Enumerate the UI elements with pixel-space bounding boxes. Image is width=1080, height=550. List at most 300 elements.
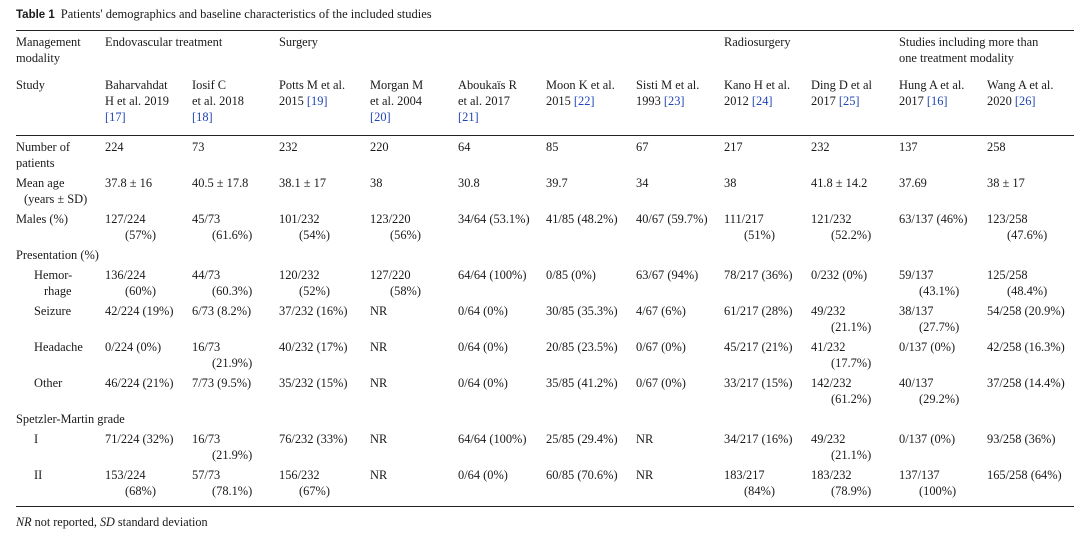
cell-line: (61.6%)	[212, 228, 253, 242]
table-cell	[546, 467, 618, 483]
table-cell	[192, 211, 252, 243]
cell-line: (56%)	[390, 228, 421, 242]
table-cell	[370, 375, 387, 391]
table-cell	[458, 267, 526, 283]
cell-line: 0/64 (0%)	[458, 304, 508, 318]
row-label-line: Mean age	[16, 176, 65, 190]
study-header	[987, 77, 1053, 109]
cell-line: (21.1%)	[831, 448, 872, 462]
cell-line: (52.2%)	[831, 228, 872, 242]
cell-line: 35/232 (15%)	[279, 376, 348, 390]
cell-line: (68%)	[125, 484, 156, 498]
study-ref-link: [21]	[458, 110, 479, 124]
cell-line: 40/137	[899, 376, 934, 390]
study-name-line: et al. 2018	[192, 94, 244, 108]
cell-line: 37/258 (14.4%)	[987, 376, 1065, 390]
table-cell	[987, 467, 1062, 483]
table-cell	[899, 303, 959, 335]
study-name-line: Morgan M	[370, 78, 424, 92]
cell-line: (52%)	[299, 284, 330, 298]
table-cell	[987, 139, 1006, 155]
cell-line: 49/232	[811, 304, 846, 318]
cell-line: 232	[279, 140, 298, 154]
cell-line: (61.2%)	[831, 392, 872, 406]
cell-line: (51%)	[744, 228, 775, 242]
row-label-line: Seizure	[34, 304, 72, 318]
cell-line: 38	[370, 176, 383, 190]
row-label-line: Other	[34, 376, 63, 390]
table-cell	[724, 303, 792, 319]
table-cell	[105, 431, 173, 447]
cell-line: 183/232	[811, 468, 852, 482]
cell-line: 0/67 (0%)	[636, 376, 686, 390]
top-rule	[16, 30, 1074, 31]
table-cell	[279, 303, 347, 319]
row-label	[16, 139, 70, 171]
table-cell	[811, 303, 871, 335]
table-cell	[546, 375, 618, 391]
table-cell	[279, 375, 347, 391]
table-cell	[546, 139, 558, 155]
study-name-line: Ding D et al	[811, 78, 872, 92]
cell-line: 38.1 ± 17	[279, 176, 327, 190]
cell-line: (29.2%)	[919, 392, 960, 406]
table-cell	[279, 467, 330, 499]
row-label-line: Males (%)	[16, 212, 68, 226]
table-cell	[987, 375, 1065, 391]
header-modality-label	[16, 34, 81, 66]
cell-line: 45/73	[192, 212, 221, 226]
study-ref-link: [22]	[573, 94, 595, 108]
cell-line: 64/64 (100%)	[458, 432, 527, 446]
table-cell	[546, 267, 596, 283]
study-ref-line	[724, 93, 790, 109]
table-cell	[192, 375, 251, 391]
table-cell	[899, 339, 955, 355]
cell-line: 63/137 (46%)	[899, 212, 968, 226]
table-cell	[636, 431, 653, 447]
table-caption	[16, 7, 432, 22]
study-year: 2017	[811, 94, 839, 108]
cell-line: 0/64 (0%)	[458, 340, 508, 354]
cell-line: (48.4%)	[1007, 284, 1048, 298]
cell-line: 0/224 (0%)	[105, 340, 162, 354]
table-caption-text: Patients' demographics and baseline characteristics of the included studies	[60, 7, 432, 21]
cell-line: (17.7%)	[831, 356, 872, 370]
cell-line: 63/67 (94%)	[636, 268, 699, 282]
table-cell	[811, 375, 871, 407]
row-label	[16, 175, 87, 207]
table-cell	[546, 211, 618, 227]
study-header	[370, 77, 423, 125]
study-name-line: et al. 2004	[370, 94, 422, 108]
footnote-sd-abbr: SD	[99, 515, 115, 529]
table-cell	[105, 175, 152, 191]
cell-line: 127/224	[105, 212, 146, 226]
row-label	[16, 211, 68, 227]
cell-line: (21.9%)	[212, 448, 253, 462]
cell-line: 20/85 (23.5%)	[546, 340, 618, 354]
cell-line: 137	[899, 140, 918, 154]
cell-line: (27.7%)	[919, 320, 960, 334]
table-cell	[370, 139, 389, 155]
group-multi-modality	[899, 34, 1038, 66]
study-name-line: Baharvahdat	[105, 78, 168, 92]
row-label-line: II	[34, 468, 43, 482]
cell-line: 64	[458, 140, 471, 154]
study-ref-link: [25]	[838, 94, 860, 108]
table-footnote	[16, 515, 208, 530]
cell-line: 93/258 (36%)	[987, 432, 1056, 446]
cell-line: 34	[636, 176, 649, 190]
cell-line: NR	[370, 304, 388, 318]
table-cell	[370, 267, 421, 299]
study-header	[458, 77, 517, 125]
table-cell	[987, 303, 1065, 319]
header-modality-label-line: modality	[16, 51, 61, 65]
study-name-line: Sisti M et al.	[636, 78, 700, 92]
cell-line: 0/67 (0%)	[636, 340, 686, 354]
study-ref-link: [26]	[1014, 94, 1036, 108]
cell-line: 44/73	[192, 268, 221, 282]
table-cell	[811, 211, 871, 243]
table-cell	[987, 339, 1065, 355]
cell-line: (60.3%)	[212, 284, 253, 298]
study-name-line: Wang A et al.	[987, 78, 1054, 92]
table-cell	[105, 139, 124, 155]
study-ref-line	[636, 93, 699, 109]
cell-line: 57/73	[192, 468, 221, 482]
cell-line: 220	[370, 140, 389, 154]
table-cell	[370, 175, 382, 191]
study-name-line: Aboukaïs R	[458, 78, 517, 92]
cell-line: (67%)	[299, 484, 330, 498]
cell-line: 165/258 (64%)	[987, 468, 1062, 482]
cell-line: 46/224 (21%)	[105, 376, 174, 390]
cell-line: (58%)	[390, 284, 421, 298]
cell-line: 4/67 (6%)	[636, 304, 686, 318]
cell-line: 34/64 (53.1%)	[458, 212, 530, 226]
cell-line: 137/137	[899, 468, 940, 482]
cell-line: (84%)	[744, 484, 775, 498]
row-label	[34, 375, 62, 391]
cell-line: 37.8 ± 16	[105, 176, 153, 190]
study-year: 2015	[279, 94, 307, 108]
cell-line: 64/64 (100%)	[458, 268, 527, 282]
table-cell	[279, 431, 347, 447]
table-cell	[458, 467, 508, 483]
table-cell	[458, 211, 530, 227]
cell-line: 59/137	[899, 268, 934, 282]
group-multi-modality-line: one treatment modality	[899, 51, 1014, 65]
cell-line: 34/217 (16%)	[724, 432, 793, 446]
row-label	[34, 267, 72, 299]
cell-line: 16/73	[192, 432, 221, 446]
study-header	[105, 77, 169, 125]
table-cell	[724, 431, 792, 447]
cell-line: 45/217 (21%)	[724, 340, 793, 354]
table-cell	[724, 139, 743, 155]
table-cell	[458, 339, 508, 355]
cell-line: 0/64 (0%)	[458, 468, 508, 482]
cell-line: 0/64 (0%)	[458, 376, 508, 390]
cell-line: 0/85 (0%)	[546, 268, 596, 282]
row-label-line: Hemor-	[34, 268, 73, 282]
study-ref-line	[370, 109, 423, 125]
table-cell	[279, 139, 298, 155]
cell-line: 37.69	[899, 176, 927, 190]
study-name-line: H et al. 2019	[105, 94, 170, 108]
footnote-nr-text: not reported,	[34, 515, 97, 529]
cell-line: 0/137 (0%)	[899, 432, 956, 446]
cell-line: 54/258 (20.9%)	[987, 304, 1065, 318]
row-label	[34, 467, 42, 483]
study-header	[546, 77, 615, 109]
cell-line: 38	[724, 176, 737, 190]
table-cell	[105, 211, 156, 243]
table-cell	[279, 175, 326, 191]
header-modality-label-line: Management	[16, 35, 81, 49]
cell-line: 40/67 (59.7%)	[636, 212, 708, 226]
cell-line: 156/232	[279, 468, 320, 482]
row-label-line: rhage	[44, 284, 72, 298]
study-name-line: Moon K et al.	[546, 78, 615, 92]
table-cell	[370, 467, 387, 483]
table-cell	[636, 139, 648, 155]
study-ref-line	[811, 93, 872, 109]
group-multi-modality-line: Studies including more than	[899, 35, 1039, 49]
table-cell	[192, 267, 252, 299]
table-cell	[899, 175, 927, 191]
study-header	[279, 77, 345, 109]
table-cell	[724, 375, 792, 391]
table-cell	[370, 303, 387, 319]
cell-line: (78.9%)	[831, 484, 872, 498]
cell-line: 101/232	[279, 212, 320, 226]
section-label: Spetzler-Martin grade	[16, 412, 125, 426]
study-ref-link: [24]	[751, 94, 773, 108]
table-cell	[192, 339, 252, 371]
table-cell	[899, 211, 967, 227]
study-ref-link: [18]	[192, 110, 213, 124]
cell-line: 37/232 (16%)	[279, 304, 348, 318]
cell-line: (21.1%)	[831, 320, 872, 334]
table-cell	[105, 467, 156, 499]
table-cell	[724, 339, 792, 355]
table-cell	[458, 431, 526, 447]
table-cell	[987, 431, 1055, 447]
table-cell	[458, 175, 480, 191]
cell-line: 16/73	[192, 340, 221, 354]
cell-line: (47.6%)	[1007, 228, 1048, 242]
cell-line: 127/220	[370, 268, 411, 282]
study-name-line: Iosif C	[192, 78, 227, 92]
study-ref-link: [17]	[105, 110, 126, 124]
table-cell	[636, 211, 708, 227]
cell-line: 38/137	[899, 304, 934, 318]
study-header	[899, 77, 964, 109]
cell-line: NR	[370, 432, 388, 446]
study-ref-link: [19]	[306, 94, 328, 108]
cell-line: 35/85 (41.2%)	[546, 376, 618, 390]
cell-line: NR	[370, 340, 388, 354]
study-header	[724, 77, 790, 109]
study-ref-link: [16]	[926, 94, 948, 108]
table-cell	[105, 267, 156, 299]
footnote-nr-abbr: NR	[16, 515, 32, 529]
study-ref-link: [20]	[370, 110, 391, 124]
study-ref-line	[192, 109, 244, 125]
table-cell	[636, 303, 686, 319]
table-cell	[987, 175, 1025, 191]
study-ref-line	[899, 93, 964, 109]
row-label	[34, 431, 38, 447]
cell-line: 41/232	[811, 340, 846, 354]
cell-line: 6/73 (8.2%)	[192, 304, 252, 318]
table-cell	[987, 267, 1047, 299]
cell-line: 42/224 (19%)	[105, 304, 174, 318]
cell-line: 142/232	[811, 376, 852, 390]
study-name-line: Potts M et al.	[279, 78, 346, 92]
table-cell	[105, 339, 161, 355]
cell-line: 30.8	[458, 176, 480, 190]
cell-line: 33/217 (15%)	[724, 376, 793, 390]
group-endovascular: Endovascular treatment	[105, 35, 223, 49]
study-ref-line	[458, 109, 517, 125]
study-ref-line	[546, 93, 615, 109]
table-cell	[724, 211, 775, 243]
table-cell	[987, 211, 1047, 243]
cell-line: NR	[370, 376, 388, 390]
cell-line: (54%)	[299, 228, 330, 242]
cell-line: 121/232	[811, 212, 852, 226]
cell-line: 136/224	[105, 268, 146, 282]
cell-line: 40.5 ± 17.8	[192, 176, 249, 190]
cell-line: 38 ± 17	[987, 176, 1025, 190]
row-label-line: I	[34, 432, 39, 446]
study-year: 2015	[546, 94, 574, 108]
table-cell	[370, 431, 387, 447]
table-cell	[899, 375, 959, 407]
cell-line: 78/217 (36%)	[724, 268, 793, 282]
cell-line: (43.1%)	[919, 284, 960, 298]
table-cell	[724, 467, 775, 499]
table-cell	[811, 339, 871, 371]
table-cell	[811, 431, 871, 463]
table-caption-label: Table 1	[16, 9, 55, 21]
cell-line: 120/232	[279, 268, 320, 282]
row-label-line: (years ± SD)	[24, 192, 88, 206]
cell-line: 183/217	[724, 468, 765, 482]
cell-line: 125/258	[987, 268, 1028, 282]
cell-line: 7/73 (9.5%)	[192, 376, 252, 390]
footnote-sd-text: standard deviation	[117, 515, 208, 529]
cell-line: (60%)	[125, 284, 156, 298]
study-year: 1993	[636, 94, 664, 108]
cell-line: NR	[636, 468, 654, 482]
table-cell	[458, 139, 470, 155]
bottom-rule	[16, 506, 1074, 507]
cell-line: 0/232 (0%)	[811, 268, 868, 282]
table-cell	[546, 303, 618, 319]
table-cell	[724, 175, 736, 191]
section-label: Presentation (%)	[16, 248, 99, 262]
row-label-line: patients	[16, 156, 55, 170]
row-label-line: Number of	[16, 140, 71, 154]
study-year: 2017	[899, 94, 927, 108]
cell-line: 153/224	[105, 468, 146, 482]
cell-line: 85	[546, 140, 559, 154]
study-name-line: Hung A et al.	[899, 78, 965, 92]
study-ref-line	[987, 93, 1053, 109]
cell-line: 217	[724, 140, 743, 154]
cell-line: 40/232 (17%)	[279, 340, 348, 354]
row-label	[34, 303, 71, 319]
cell-line: 30/85 (35.3%)	[546, 304, 618, 318]
table-cell	[546, 175, 568, 191]
cell-line: (78.1%)	[212, 484, 253, 498]
cell-line: 41.8 ± 14.2	[811, 176, 868, 190]
cell-line: 67	[636, 140, 649, 154]
cell-line: NR	[370, 468, 388, 482]
table-cell	[899, 431, 955, 447]
row-label	[34, 339, 83, 355]
cell-line: 25/85 (29.4%)	[546, 432, 618, 446]
table-cell	[636, 339, 686, 355]
header-study-label: Study	[16, 78, 45, 92]
table-cell	[636, 467, 653, 483]
table-cell	[192, 431, 252, 463]
table-cell	[724, 267, 792, 283]
study-header	[636, 77, 699, 109]
header-rule	[16, 135, 1074, 136]
table-cell	[899, 267, 959, 299]
group-surgery: Surgery	[279, 35, 319, 49]
study-year: 2012	[724, 94, 752, 108]
table-cell	[546, 339, 618, 355]
cell-line: 258	[987, 140, 1006, 154]
table-cell	[192, 467, 252, 499]
cell-line: 61/217 (28%)	[724, 304, 793, 318]
cell-line: 42/258 (16.3%)	[987, 340, 1065, 354]
cell-line: (100%)	[919, 484, 957, 498]
cell-line: 76/232 (33%)	[279, 432, 348, 446]
cell-line: 232	[811, 140, 830, 154]
table-cell	[899, 139, 918, 155]
study-year: 2020	[987, 94, 1015, 108]
cell-line: (57%)	[125, 228, 156, 242]
cell-line: 49/232	[811, 432, 846, 446]
table-cell	[279, 267, 330, 299]
row-label-line: Headache	[34, 340, 83, 354]
cell-line: 41/85 (48.2%)	[546, 212, 618, 226]
table-cell	[105, 303, 173, 319]
table-cell	[636, 175, 648, 191]
cell-line: 71/224 (32%)	[105, 432, 174, 446]
table-cell	[370, 211, 421, 243]
cell-line: 0/137 (0%)	[899, 340, 956, 354]
table-cell	[192, 139, 204, 155]
study-header	[811, 77, 872, 109]
table-cell	[811, 467, 871, 499]
study-ref-line	[105, 109, 169, 125]
cell-line: 60/85 (70.6%)	[546, 468, 618, 482]
table-cell	[636, 375, 686, 391]
table-cell	[458, 375, 508, 391]
cell-line: 73	[192, 140, 205, 154]
study-ref-link: [23]	[663, 94, 685, 108]
cell-line: (21.9%)	[212, 356, 253, 370]
